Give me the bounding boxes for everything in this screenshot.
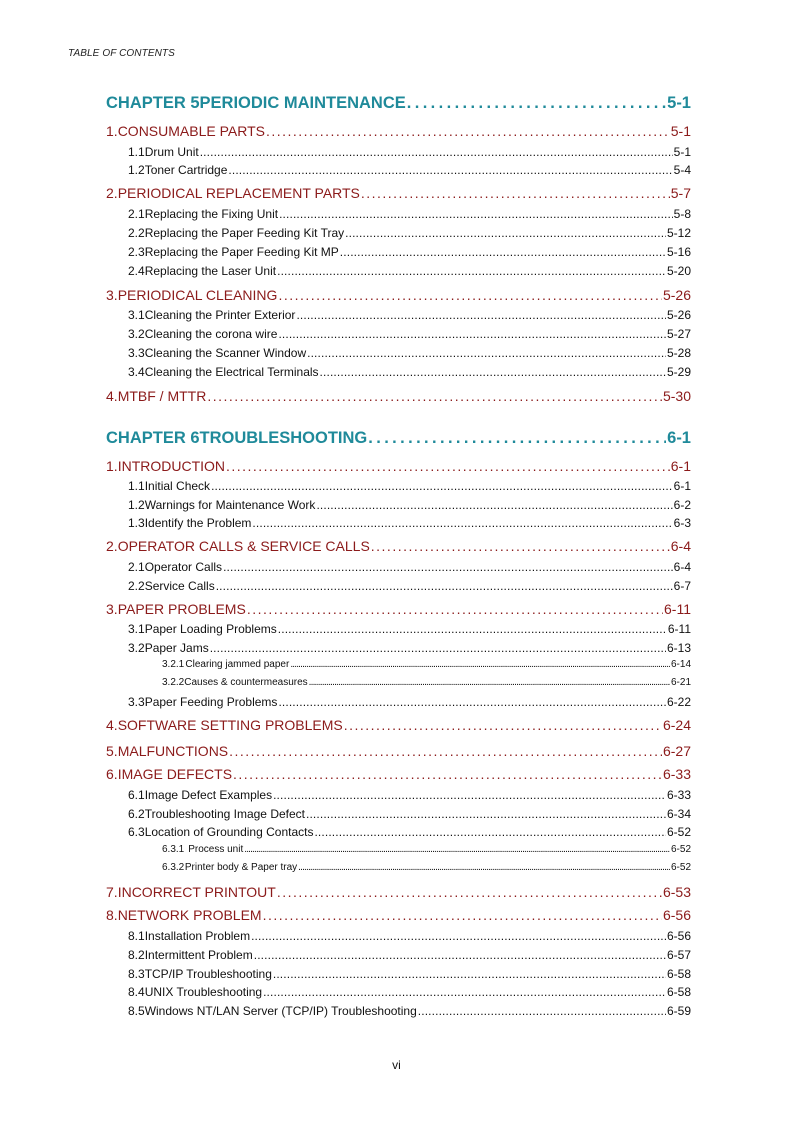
toc-entry-number: 1.1 — [128, 479, 145, 493]
toc-entry-title: Replacing the Paper Feeding Kit Tray — [144, 226, 345, 240]
toc-entry-page: 6-56 — [662, 907, 691, 923]
toc-entry-number: 6.3.1 — [162, 844, 185, 855]
toc-entry-number: 8.1 — [128, 929, 145, 943]
toc-entry-number: 3.4 — [128, 365, 145, 379]
page-number: vi — [392, 1058, 401, 1072]
dot-leader — [251, 929, 666, 943]
toc-entry-number: 8.5 — [128, 1004, 145, 1018]
toc-entry-page: 6-27 — [662, 743, 691, 759]
toc-entry-page: 6-57 — [666, 948, 691, 962]
toc-entry-page: 6-52 — [670, 844, 691, 855]
dot-leader — [340, 245, 666, 259]
toc-entry-section[interactable] — [106, 717, 691, 737]
toc-entry-section[interactable] — [106, 766, 691, 786]
toc-entry-title: Initial Check — [144, 479, 211, 493]
toc-entry-title: Cleaning the Electrical Terminals — [144, 365, 319, 379]
toc-entry-number: 1. — [106, 123, 118, 139]
toc-entry-title: Warnings for Maintenance Work — [144, 498, 316, 512]
toc-entry-title: Paper Loading Problems — [144, 622, 277, 636]
toc-entry-title: MALFUNCTIONS — [117, 743, 229, 759]
toc-entry-title: Location of Grounding Contacts — [144, 825, 314, 839]
toc-entry-sub[interactable] — [106, 479, 691, 499]
dot-leader — [344, 717, 662, 733]
toc-entry-title: PERIODICAL CLEANING — [117, 287, 278, 303]
toc-entry-section[interactable] — [106, 601, 691, 621]
running-head: TABLE OF CONTENTS — [68, 48, 175, 59]
dot-leader — [316, 498, 672, 512]
toc-entry-number: 8.3 — [128, 967, 145, 981]
toc-entry-title: Operator Calls — [144, 560, 223, 574]
toc-entry-number: 2.2 — [128, 226, 145, 240]
toc-entry-sub[interactable] — [106, 695, 691, 715]
toc-entry-sub[interactable] — [106, 929, 691, 949]
dot-leader — [277, 264, 666, 278]
toc-entry-page: 5-26 — [666, 308, 691, 322]
toc-entry-title: Replacing the Paper Feeding Kit MP — [144, 245, 339, 259]
toc-entry-page: 5-12 — [666, 226, 691, 240]
toc-entry-page: 6-33 — [662, 766, 691, 782]
toc-entry-page: 6-13 — [666, 641, 691, 655]
toc-entry-title: UNIX Troubleshooting — [144, 985, 263, 999]
dot-leader — [263, 907, 662, 923]
toc-entry-page: 5-28 — [666, 346, 691, 360]
toc-entry-number: CHAPTER 5 — [106, 94, 200, 112]
toc-entry-subsub[interactable] — [106, 677, 691, 697]
toc-entry-title: Process unit — [188, 844, 244, 855]
toc-entry-title: OPERATOR CALLS & SERVICE CALLS — [117, 538, 370, 554]
toc-entry-title: Toner Cartridge — [144, 163, 228, 177]
toc-entry-section[interactable] — [106, 123, 691, 143]
dot-leader — [266, 123, 670, 139]
toc-entry-number: 2.1 — [128, 207, 145, 221]
toc-entry-page: 5-1 — [670, 123, 691, 139]
toc-entry-number: 8.2 — [128, 948, 145, 962]
toc-entry-title: NETWORK PROBLEM — [117, 907, 262, 923]
toc-entry-page: 6-58 — [666, 985, 691, 999]
toc-entry-number: 1.1 — [128, 145, 145, 159]
toc-entry-section[interactable] — [106, 185, 691, 205]
dot-leader — [247, 601, 663, 617]
toc-entry-sub[interactable] — [106, 308, 691, 328]
toc-entry-page: 5-26 — [662, 287, 691, 303]
toc-entry-page: 5-27 — [666, 327, 691, 341]
toc-entry-page: 6-56 — [666, 929, 691, 943]
toc-entry-sub[interactable] — [106, 516, 691, 536]
toc-entry-number: 3.3 — [128, 346, 145, 360]
toc-entry-page: 5-1 — [667, 94, 691, 112]
toc-entry-section[interactable] — [106, 538, 691, 558]
toc-entry-number: 3. — [106, 287, 118, 303]
dot-leader — [211, 479, 673, 493]
toc-entry-chapter[interactable] — [106, 429, 691, 449]
toc-entry-sub[interactable] — [106, 346, 691, 366]
toc-entry-sub[interactable] — [106, 145, 691, 165]
toc-entry-sub[interactable] — [106, 788, 691, 808]
toc-entry-title: Cleaning the Scanner Window — [144, 346, 307, 360]
dot-leader — [216, 579, 673, 593]
toc-entry-title: Clearing jammed paper — [185, 659, 290, 670]
toc-entry-page: 6-2 — [673, 498, 691, 512]
toc-entry-title: INCORRECT PRINTOUT — [117, 884, 276, 900]
toc-entry-number: 1.2 — [128, 498, 145, 512]
toc-entry-title: Identify the Problem — [144, 516, 252, 530]
toc-entry-sub[interactable] — [106, 560, 691, 580]
toc-entry-number: 3.2 — [128, 641, 145, 655]
toc-entry-page: 6-24 — [662, 717, 691, 733]
toc-entry-page: 6-58 — [666, 967, 691, 981]
dot-leader — [228, 163, 672, 177]
toc-entry-number: 2. — [106, 538, 118, 554]
dot-leader — [290, 659, 670, 670]
toc-entry-number: 4. — [106, 388, 118, 404]
toc-entry-title: IMAGE DEFECTS — [117, 766, 233, 782]
toc-entry-sub[interactable] — [106, 967, 691, 987]
toc-entry-sub[interactable] — [106, 1004, 691, 1024]
toc-entry-number: 8.4 — [128, 985, 145, 999]
toc-entry-title: PAPER PROBLEMS — [117, 601, 246, 617]
dot-leader — [307, 346, 666, 360]
dot-leader — [226, 458, 670, 474]
toc-entry-title: CONSUMABLE PARTS — [117, 123, 265, 139]
toc-entry-number: 3. — [106, 601, 118, 617]
toc-entry-number: 8. — [106, 907, 118, 923]
toc-entry-number: 2.3 — [128, 245, 145, 259]
dot-leader — [314, 825, 666, 839]
toc-entry-sub[interactable] — [106, 622, 691, 642]
toc-entry-title: Replacing the Laser Unit — [144, 264, 277, 278]
dot-leader — [210, 641, 666, 655]
toc-entry-page: 6-53 — [662, 884, 691, 900]
toc-entry-page: 6-52 — [666, 825, 691, 839]
toc-entry-title: Cleaning the Printer Exterior — [144, 308, 296, 322]
dot-leader — [278, 695, 666, 709]
toc-entry-title: Intermittent Problem — [144, 948, 253, 962]
dot-leader — [223, 560, 673, 574]
toc-entry-page: 5-8 — [673, 207, 691, 221]
toc-entry-title: Paper Feeding Problems — [144, 695, 278, 709]
toc-entry-page: 5-16 — [666, 245, 691, 259]
toc-entry-number: 3.3 — [128, 695, 145, 709]
toc-entry-number: 1. — [106, 458, 118, 474]
toc-entry-page: 6-11 — [667, 622, 691, 636]
toc-entry-title: Causes & countermeasures — [184, 677, 308, 688]
toc-entry-page: 5-20 — [666, 264, 691, 278]
dot-leader — [263, 985, 666, 999]
toc-entry-sub[interactable] — [106, 641, 691, 661]
dot-leader — [278, 327, 666, 341]
toc-entry-sub[interactable] — [106, 365, 691, 385]
dot-leader — [361, 185, 670, 201]
toc-entry-title: Printer body & Paper tray — [184, 862, 298, 873]
toc-entry-title: Cleaning the corona wire — [144, 327, 278, 341]
toc-entry-page: 5-29 — [666, 365, 691, 379]
toc-entry-number: 7. — [106, 884, 118, 900]
dot-leader — [200, 145, 673, 159]
dot-leader — [277, 884, 662, 900]
toc-entry-title: Service Calls — [144, 579, 215, 593]
dot-leader — [345, 226, 666, 240]
toc-entry-section[interactable] — [106, 458, 691, 478]
dot-leader — [309, 677, 670, 688]
dot-leader — [407, 94, 666, 113]
toc-entry-sub[interactable] — [106, 163, 691, 183]
toc-entry-sub[interactable] — [106, 985, 691, 1005]
toc-entry-page: 6-1 — [673, 479, 691, 493]
dot-leader — [254, 948, 666, 962]
toc-entry-subsub[interactable] — [106, 659, 691, 679]
toc-entry-number: 2.1 — [128, 560, 145, 574]
toc-entry-number: 3.1 — [128, 622, 145, 636]
toc-entry-page: 6-59 — [666, 1004, 691, 1018]
dot-leader — [298, 862, 670, 873]
dot-leader — [207, 388, 662, 404]
toc-entry-sub[interactable] — [106, 327, 691, 347]
toc-entry-title: TROUBLESHOOTING — [199, 429, 368, 447]
toc-entry-sub[interactable] — [106, 579, 691, 599]
toc-entry-page: 6-7 — [673, 579, 691, 593]
toc-entry-title: PERIODIC MAINTENANCE — [199, 94, 406, 112]
toc-entry-page: 6-4 — [670, 538, 691, 554]
toc-entry-number: 6.2 — [128, 807, 145, 821]
toc-entry-page: 6-11 — [664, 601, 691, 617]
toc-entry-page: 6-3 — [673, 516, 691, 530]
toc-entry-sub[interactable] — [106, 825, 691, 845]
toc-entry-sub[interactable] — [106, 207, 691, 227]
dot-leader — [418, 1004, 666, 1018]
toc-entry-number: 3.2.1 — [162, 659, 185, 670]
toc-entry-page: 6-1 — [667, 429, 691, 447]
dot-leader — [278, 622, 667, 636]
toc-entry-number: 1.2 — [128, 163, 145, 177]
toc-entry-title: Troubleshooting Image Defect — [144, 807, 305, 821]
dot-leader — [273, 788, 666, 802]
dot-leader — [233, 766, 662, 782]
toc-entry-title: Image Defect Examples — [144, 788, 273, 802]
toc-entry-section[interactable] — [106, 388, 691, 408]
toc-entry-subsub[interactable] — [106, 862, 691, 882]
toc-entry-sub[interactable] — [106, 948, 691, 968]
toc-entry-number: 6.1 — [128, 788, 145, 802]
toc-entry-section[interactable] — [106, 884, 691, 904]
toc-entry-page: 6-21 — [670, 677, 691, 688]
toc-entry-sub[interactable] — [106, 245, 691, 265]
dot-leader — [278, 287, 662, 303]
toc-entry-sub[interactable] — [106, 226, 691, 246]
toc-entry-number: 4. — [106, 717, 118, 733]
toc-entry-number: 6.3 — [128, 825, 145, 839]
toc-entry-section[interactable] — [106, 287, 691, 307]
dot-leader — [252, 516, 672, 530]
dot-leader — [296, 308, 666, 322]
toc-entry-title: Replacing the Fixing Unit — [144, 207, 279, 221]
toc-entry-number: 2. — [106, 185, 118, 201]
toc-entry-number: 5. — [106, 743, 118, 759]
toc-entry-title: INTRODUCTION — [117, 458, 226, 474]
toc-entry-sub[interactable] — [106, 498, 691, 518]
toc-entry-title: MTBF / MTTR — [117, 388, 207, 404]
toc-entry-page: 6-33 — [666, 788, 691, 802]
dot-leader — [320, 365, 666, 379]
toc-entry-number: 6.3.2 — [162, 862, 185, 873]
toc-entry-page: 6-22 — [666, 695, 691, 709]
toc-entry-page: 6-14 — [670, 659, 691, 670]
dot-leader — [279, 207, 673, 221]
toc-entry-number: 3.2 — [128, 327, 145, 341]
dot-leader — [306, 807, 666, 821]
toc-entry-number: CHAPTER 6 — [106, 429, 200, 447]
toc-entry-title: Windows NT/LAN Server (TCP/IP) Troubleshooting — [144, 1004, 417, 1018]
toc-entry-number: 3.1 — [128, 308, 145, 322]
toc-entry-page: 6-34 — [666, 807, 691, 821]
toc-entry-number: 6. — [106, 766, 118, 782]
toc-entry-title: SOFTWARE SETTING PROBLEMS — [117, 717, 343, 733]
toc-entry-title: Drum Unit — [144, 145, 199, 159]
dot-leader — [273, 967, 666, 981]
toc-entry-number: 2.2 — [128, 579, 145, 593]
toc-entry-section[interactable] — [106, 743, 691, 763]
toc-entry-title: Paper Jams — [144, 641, 209, 655]
toc-entry-number: 3.2.2 — [162, 677, 185, 688]
dot-leader — [368, 429, 666, 448]
toc-entry-page: 6-52 — [670, 862, 691, 873]
toc-entry-section[interactable] — [106, 907, 691, 927]
toc-entry-sub[interactable] — [106, 264, 691, 284]
toc-entry-page: 5-30 — [662, 388, 691, 404]
toc-entry-subsub[interactable] — [106, 844, 691, 864]
dot-leader — [229, 743, 662, 759]
toc-entry-page: 5-1 — [673, 145, 691, 159]
toc-entry-title: Installation Problem — [144, 929, 251, 943]
toc-entry-title: PERIODICAL REPLACEMENT PARTS — [117, 185, 360, 201]
toc-entry-sub[interactable] — [106, 807, 691, 827]
toc-entry-chapter[interactable] — [106, 94, 691, 114]
toc-entry-number: 1.3 — [128, 516, 145, 530]
toc-entry-page: 6-1 — [670, 458, 691, 474]
toc-entry-page: 5-7 — [670, 185, 691, 201]
dot-leader — [371, 538, 670, 554]
toc-entry-number: 2.4 — [128, 264, 145, 278]
dot-leader — [244, 844, 670, 855]
toc-entry-title: TCP/IP Troubleshooting — [144, 967, 272, 981]
toc-entry-page: 6-4 — [673, 560, 691, 574]
toc-entry-page: 5-4 — [673, 163, 691, 177]
